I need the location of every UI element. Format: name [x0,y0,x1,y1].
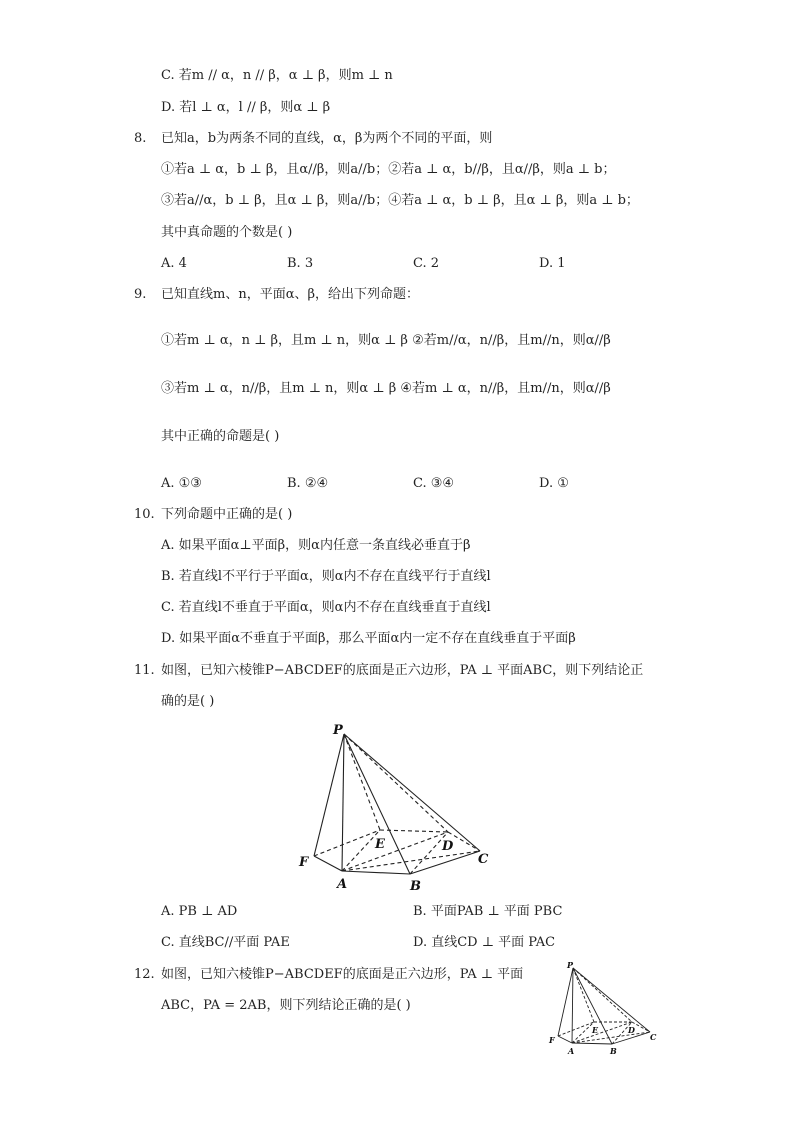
q8-option-c: C. 2 [413,256,440,271]
q9-option-c: C. ③④ [413,476,455,491]
hexagonal-pyramid-figure [296,718,496,896]
q10-stem: 下列命题中正确的是( ) [161,507,293,522]
q8-statement-1-2: ①若a ⊥ α，b ⊥ β，且α//β，则a//b；②若a ⊥ α，b//β，且α//β，则a ⊥ b； [161,162,616,177]
q9-number: 9. [134,287,147,302]
q12-number: 12. [134,967,155,982]
q7-option-c: C. 若m // α，n // β，α ⊥ β，则m ⊥ n [161,68,393,83]
vertex-label-b: B [410,879,421,894]
q11-stem-line-2: 确的是( ) [161,694,215,709]
q12-stem-line-2: ABC，PA = 2AB，则下列结论正确的是( ) [161,998,411,1013]
q10-option-a: A. 如果平面α⊥平面β，则α内任意一条直线必垂直于β [161,538,471,553]
q11-option-c: C. 直线BC//平面 PAE [161,935,290,950]
small-vertex-label-p: P [567,960,574,970]
small-vertex-label-e: E [592,1025,599,1035]
vertex-label-d: D [442,839,454,854]
q8-option-b: B. 3 [287,256,314,271]
q11-stem-line-1: 如图，已知六棱锥P−ABCDEF的底面是正六边形，PA ⊥ 平面ABC，则下列结论正 [161,663,644,678]
q11-option-b: B. 平面PAB ⊥ 平面 PBC [413,904,563,919]
vertex-label-p: P [333,723,343,738]
q9-stem: 已知直线m、n，平面α、β，给出下列命题： [161,287,419,302]
q8-number: 8. [134,131,147,146]
q9-option-a: A. ①③ [161,476,202,491]
q9-option-b: B. ②④ [287,476,329,491]
vertex-label-a: A [337,877,348,892]
vertex-label-e: E [375,837,385,852]
hexagonal-pyramid-figure-small [546,960,664,1056]
small-vertex-label-a: A [568,1046,575,1056]
q11-option-a: A. PB ⊥ AD [161,904,238,919]
vertex-label-c: C [478,852,489,867]
small-vertex-label-d: D [628,1025,635,1035]
q9-statement-3-4: ③若m ⊥ α，n//β，且m ⊥ n，则α ⊥ β ④若m ⊥ α，n//β，且m//n，则α//β [161,381,611,396]
q8-stem: 已知a，b为两条不同的直线，α，β为两个不同的平面，则 [161,131,493,146]
q10-option-c: C. 若直线l不垂直于平面α，则α内不存在直线垂直于直线l [161,600,491,615]
q10-option-b: B. 若直线l不平行于平面α，则α内不存在直线平行于直线l [161,569,491,584]
small-vertex-label-b: B [610,1046,617,1056]
q9-option-d: D. ① [539,476,569,491]
q8-question: 其中真命题的个数是( ) [161,225,293,240]
small-vertex-label-f: F [549,1035,555,1045]
vertex-label-f: F [299,855,309,870]
q10-number: 10. [134,507,155,522]
q7-option-d: D. 若l ⊥ α，l // β，则α ⊥ β [161,100,331,115]
q11-option-d: D. 直线CD ⊥ 平面 PAC [413,935,556,950]
q9-statement-1-2: ①若m ⊥ α，n ⊥ β，且m ⊥ n，则α ⊥ β ②若m//α，n//β，且m//n，则α//β [161,333,611,348]
q8-statement-3-4: ③若a//α，b ⊥ β，且α ⊥ β，则a//b；④若a ⊥ α，b ⊥ β，且α ⊥ β，则a ⊥ b； [161,193,639,208]
q8-option-a: A. 4 [161,256,187,271]
q8-option-d: D. 1 [539,256,566,271]
q10-option-d: D. 如果平面α不垂直于平面β，那么平面α内一定不存在直线垂直于平面β [161,631,576,646]
q12-stem-line-1: 如图，已知六棱锥P−ABCDEF的底面是正六边形，PA ⊥ 平面 [161,967,524,982]
q9-question: 其中正确的命题是( ) [161,429,280,444]
q11-number: 11. [134,663,155,678]
small-vertex-label-c: C [650,1032,657,1042]
